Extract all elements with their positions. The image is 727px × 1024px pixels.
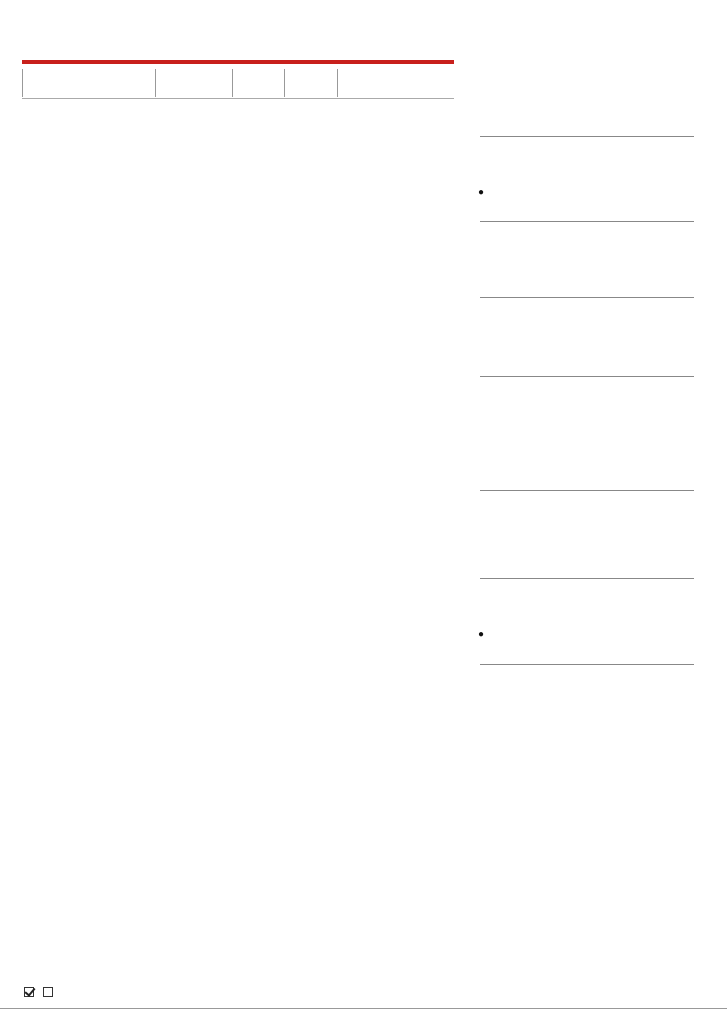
growth-score-section-2 <box>476 578 694 579</box>
calculated-chart <box>24 420 466 496</box>
bmi-growth-chart <box>238 550 448 802</box>
balance-section <box>476 297 694 298</box>
history-filter <box>24 985 55 1000</box>
total-checkbox[interactable] <box>43 987 53 997</box>
muscle-fat-chart <box>24 282 466 392</box>
recent-checkbox[interactable] <box>24 987 34 997</box>
impedance-chart <box>476 682 696 892</box>
growth-score-note-2: ● <box>478 629 485 640</box>
history-chart <box>24 840 454 1005</box>
segmental-section <box>476 376 694 377</box>
patient-info <box>22 67 454 99</box>
header-divider <box>22 60 454 64</box>
impedance-section <box>476 664 694 665</box>
growth-score-section <box>476 136 694 137</box>
growth-score-note: ● <box>478 187 485 198</box>
height-growth-chart <box>0 550 240 802</box>
nutrition-section <box>476 221 694 222</box>
research-section <box>476 490 694 491</box>
